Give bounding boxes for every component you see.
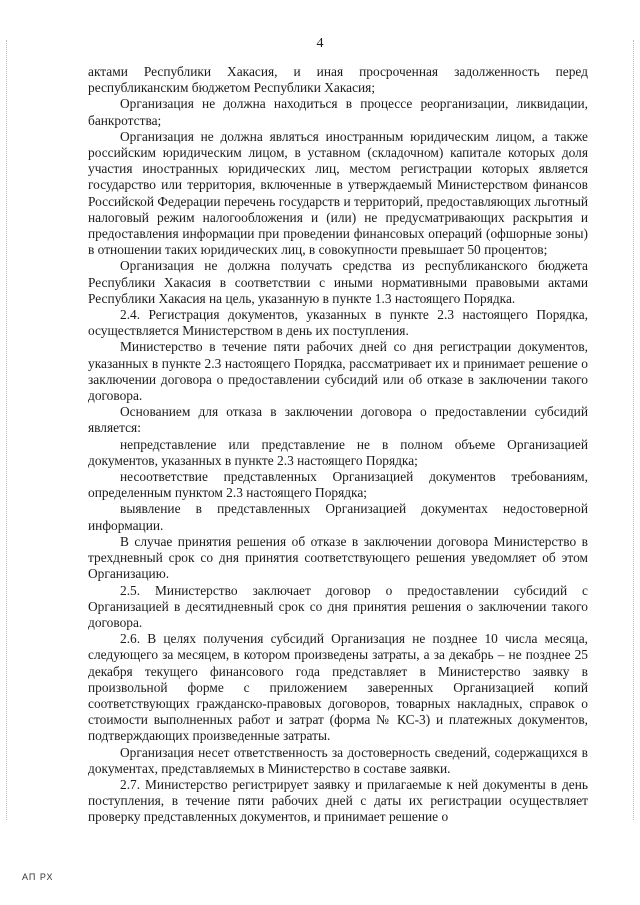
paragraph: 2.4. Регистрация документов, указанных в пункте 2.3 настоящего Порядка, осуществляется Министерством в день их поступления. [88,307,588,339]
paragraph: Организация не должна получать средства из республиканского бюджета Республики Хакасия в соответствии с иными нормативными правовыми актами Республики Хакасия на цель, указанную в пункте 1.3 настоящего Порядка. [88,258,588,306]
paragraph: Министерство в течение пяти рабочих дней со дня регистрации документов, указанных в пункте 2.3 настоящего Порядка, рассматривает их и принимает решение о заключении договора о предоставлении субсидий или об отказе в заключении такого договора. [88,339,588,404]
paragraph: Организация не должна находиться в процессе реорганизации, ликвидации, банкротства; [88,96,588,128]
paragraph: непредставление или представление не в полном объеме Организацией документов, указанных в пункте 2.3 настоящего Порядка; [88,436,588,468]
paragraph: выявление в представленных Организацией документах недостоверной информации. [88,501,588,533]
scan-edge-left [6,40,8,820]
page-number: 4 [316,36,324,51]
paragraph: 2.5. Министерство заключает договор о предоставлении субсидий с Организацией в десятидневный срок со дня принятия решения о заключении такого договора. [88,582,588,630]
document-body [88,64,588,826]
paragraph: Организация не должна являться иностранным юридическим лицом, а также российским юридическим лицом, в уставном (складочном) капитале которых доля участия иностранных юридических лиц, местом регистрации которых является государство или территория, включенные в утверждаемый Министерством финансов Российской Федерации перечень государств и территорий, предоставляющих льготный налоговый режим налогообложения и (или) не предусматривающих раскрытия и предоставления информации при проведении финансовых операций (офшорные зоны) в отношении таких юридических лиц, в совокупности превышает 50 процентов; [88,128,588,258]
scan-edge-right [633,40,635,820]
paragraph: Организация несет ответственность за достоверность сведений, содержащихся в документах, представляемых в Министерство в составе заявки. [88,744,588,776]
paragraph: 2.7. Министерство регистрирует заявку и прилагаемые к ней документы в день поступления, в течение пяти рабочих дней с даты их регистрации осуществляет проверку представленных документов, и принимает решение о [88,776,588,825]
paragraph: В случае принятия решения об отказе в заключении договора Министерство в трехдневный срок со дня принятия соответствующего решения уведомляет об этом Организацию. [88,533,588,582]
paragraph: актами Республики Хакасия, и иная просроченная задолженность перед республиканским бюджетом Республики Хакасия; [88,64,588,96]
paragraph: несоответствие представленных Организацией документов требованиям, определенным пунктом 2.3 настоящего Порядка; [88,469,588,501]
paragraph: Основанием для отказа в заключении договора о предоставлении субсидий является: [88,404,588,436]
paragraph: 2.6. В целях получения субсидий Организация не позднее 10 числа месяца, следующего за месяцем, в котором произведены затраты, а за декабрь – не позднее 25 декабря текущего финансового года представляет в Министерство заявку в произвольной форме с приложением заверенных Организацией копий соответствующих гражданско-правовых договоров, товарных накладных, справок о стоимости выполненных работ и затрат (форма № КС-3) и платежных документов, подтверждающих произведенные затраты. [88,631,588,744]
footer-mark: АП РХ [22,872,54,882]
